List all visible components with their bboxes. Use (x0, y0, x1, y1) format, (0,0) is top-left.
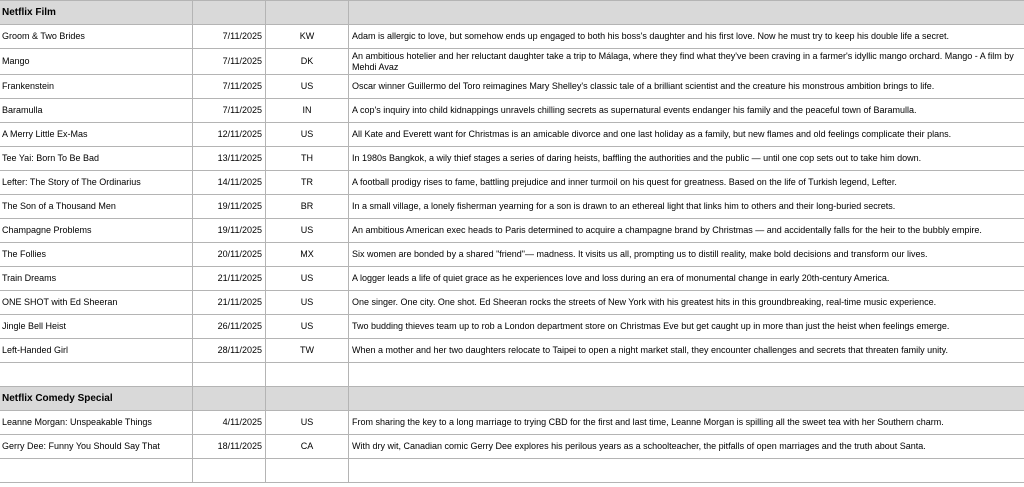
title-cell[interactable]: ONE SHOT with Ed Sheeran (0, 291, 193, 315)
table-row (0, 435, 1024, 459)
description-cell[interactable]: From sharing the key to a long marriage to trying CBD for the first and last time, Leanne Morgan is spilling all the sweet tea with her Southern charm. (349, 411, 1024, 435)
table-row (0, 123, 1024, 147)
description-cell[interactable]: With dry wit, Canadian comic Gerry Dee explores his perilous years as a schoolteacher, the pitfalls of open marriages and the truth about Santa. (349, 435, 1024, 459)
date-cell[interactable]: 7/11/2025 (193, 99, 266, 123)
table-row (0, 219, 1024, 243)
empty-cell[interactable] (349, 363, 1024, 387)
title-cell[interactable]: Frankenstein (0, 75, 193, 99)
section-title[interactable]: Netflix Film (0, 1, 193, 25)
empty-cell[interactable] (193, 1, 266, 25)
country-cell[interactable]: US (266, 411, 349, 435)
description-cell[interactable]: In 1980s Bangkok, a wily thief stages a series of daring heists, baffling the authorities and the public — until one cop sets out to take him down. (349, 147, 1024, 171)
description-cell[interactable]: An ambitious American exec heads to Paris determined to acquire a champagne brand by Christmas — and accidentally falls for the heir to the bubbly empire. (349, 219, 1024, 243)
description-cell[interactable]: A cop's inquiry into child kidnappings unravels chilling secrets as supernatural events endanger his family and the peaceful town of Baramulla. (349, 99, 1024, 123)
country-cell[interactable]: MX (266, 243, 349, 267)
date-cell[interactable]: 7/11/2025 (193, 49, 266, 75)
title-cell[interactable]: Champagne Problems (0, 219, 193, 243)
empty-cell[interactable] (349, 1, 1024, 25)
description-cell[interactable]: In a small village, a lonely fisherman yearning for a son is drawn to an ethereal light that links him to others and their long-buried secrets. (349, 195, 1024, 219)
empty-cell[interactable] (193, 459, 266, 483)
country-cell[interactable]: BR (266, 195, 349, 219)
title-cell[interactable]: Mango (0, 49, 193, 75)
section-header-row (0, 387, 1024, 411)
date-cell[interactable]: 13/11/2025 (193, 147, 266, 171)
table-row (0, 315, 1024, 339)
date-cell[interactable]: 12/11/2025 (193, 123, 266, 147)
title-cell[interactable]: Jingle Bell Heist (0, 315, 193, 339)
section-header-row (0, 1, 1024, 25)
empty-cell[interactable] (266, 363, 349, 387)
empty-cell[interactable] (193, 387, 266, 411)
title-cell[interactable]: Groom & Two Brides (0, 25, 193, 49)
description-cell[interactable]: An ambitious hotelier and her reluctant daughter take a trip to Málaga, where they find what they've been craving in a farmer's idyllic mango orchard. Mango - A film by Mehdi Avaz (349, 49, 1024, 75)
date-cell[interactable]: 19/11/2025 (193, 219, 266, 243)
table-row (0, 411, 1024, 435)
empty-cell[interactable] (349, 387, 1024, 411)
empty-cell[interactable] (349, 459, 1024, 483)
date-cell[interactable]: 4/11/2025 (193, 411, 266, 435)
empty-row (0, 459, 1024, 483)
description-cell[interactable]: When a mother and her two daughters relocate to Taipei to open a night market stall, they encounter challenges and secrets that threaten family unity. (349, 339, 1024, 363)
country-cell[interactable]: DK (266, 49, 349, 75)
description-cell[interactable]: One singer. One city. One shot. Ed Sheeran rocks the streets of New York with his greatest hits in this groundbreaking, real-time music experience. (349, 291, 1024, 315)
table-row (0, 267, 1024, 291)
title-cell[interactable]: Train Dreams (0, 267, 193, 291)
country-cell[interactable]: CA (266, 435, 349, 459)
title-cell[interactable]: Baramulla (0, 99, 193, 123)
description-cell[interactable]: A logger leads a life of quiet grace as he experiences love and loss during an era of monumental change in early 20th-century America. (349, 267, 1024, 291)
description-cell[interactable]: Two budding thieves team up to rob a London department store on Christmas Eve but get caught up in more than just the heist when feelings emerge. (349, 315, 1024, 339)
title-cell[interactable]: The Son of a Thousand Men (0, 195, 193, 219)
empty-cell[interactable] (266, 459, 349, 483)
description-cell[interactable]: Six women are bonded by a shared "friend"— madness. It visits us all, prompting us to distill reality, make bold decisions and transform our lives. (349, 243, 1024, 267)
description-cell[interactable]: Adam is allergic to love, but somehow ends up engaged to both his boss's daughter and his first love. Now he must try to keep his double life a secret. (349, 25, 1024, 49)
table-row (0, 147, 1024, 171)
table-row (0, 243, 1024, 267)
country-cell[interactable]: IN (266, 99, 349, 123)
date-cell[interactable]: 18/11/2025 (193, 435, 266, 459)
title-cell[interactable]: The Follies (0, 243, 193, 267)
date-cell[interactable]: 21/11/2025 (193, 267, 266, 291)
country-cell[interactable]: US (266, 75, 349, 99)
country-cell[interactable]: US (266, 267, 349, 291)
country-cell[interactable]: US (266, 291, 349, 315)
date-cell[interactable]: 7/11/2025 (193, 25, 266, 49)
country-cell[interactable]: TW (266, 339, 349, 363)
title-cell[interactable]: Left-Handed Girl (0, 339, 193, 363)
empty-cell[interactable] (0, 459, 193, 483)
date-cell[interactable]: 14/11/2025 (193, 171, 266, 195)
description-cell[interactable]: A football prodigy rises to fame, battling prejudice and inner turmoil on his quest for greatness. Based on the life of Turkish legend, Lefter. (349, 171, 1024, 195)
title-cell[interactable]: Lefter: The Story of The Ordinarius (0, 171, 193, 195)
country-cell[interactable]: US (266, 219, 349, 243)
table-row (0, 99, 1024, 123)
date-cell[interactable]: 19/11/2025 (193, 195, 266, 219)
country-cell[interactable]: TR (266, 171, 349, 195)
country-cell[interactable]: KW (266, 25, 349, 49)
date-cell[interactable]: 26/11/2025 (193, 315, 266, 339)
empty-row (0, 363, 1024, 387)
empty-cell[interactable] (266, 387, 349, 411)
table-row (0, 25, 1024, 49)
date-cell[interactable]: 28/11/2025 (193, 339, 266, 363)
title-cell[interactable]: Gerry Dee: Funny You Should Say That (0, 435, 193, 459)
table-row (0, 195, 1024, 219)
table-row (0, 49, 1024, 75)
date-cell[interactable]: 7/11/2025 (193, 75, 266, 99)
empty-cell[interactable] (0, 363, 193, 387)
empty-cell[interactable] (266, 1, 349, 25)
table-row (0, 75, 1024, 99)
title-cell[interactable]: Leanne Morgan: Unspeakable Things (0, 411, 193, 435)
date-cell[interactable]: 21/11/2025 (193, 291, 266, 315)
country-cell[interactable]: US (266, 123, 349, 147)
date-cell[interactable]: 20/11/2025 (193, 243, 266, 267)
country-cell[interactable]: TH (266, 147, 349, 171)
country-cell[interactable]: US (266, 315, 349, 339)
title-cell[interactable]: A Merry Little Ex-Mas (0, 123, 193, 147)
empty-cell[interactable] (193, 363, 266, 387)
table-row (0, 171, 1024, 195)
description-cell[interactable]: All Kate and Everett want for Christmas is an amicable divorce and one last holiday as a family, but new flames and old feelings complicate their plans. (349, 123, 1024, 147)
section-title[interactable]: Netflix Comedy Special (0, 387, 193, 411)
table-row (0, 291, 1024, 315)
table-row (0, 339, 1024, 363)
description-cell[interactable]: Oscar winner Guillermo del Toro reimagines Mary Shelley's classic tale of a brilliant scientist and the creature his monstrous ambition brings to life. (349, 75, 1024, 99)
title-cell[interactable]: Tee Yai: Born To Be Bad (0, 147, 193, 171)
